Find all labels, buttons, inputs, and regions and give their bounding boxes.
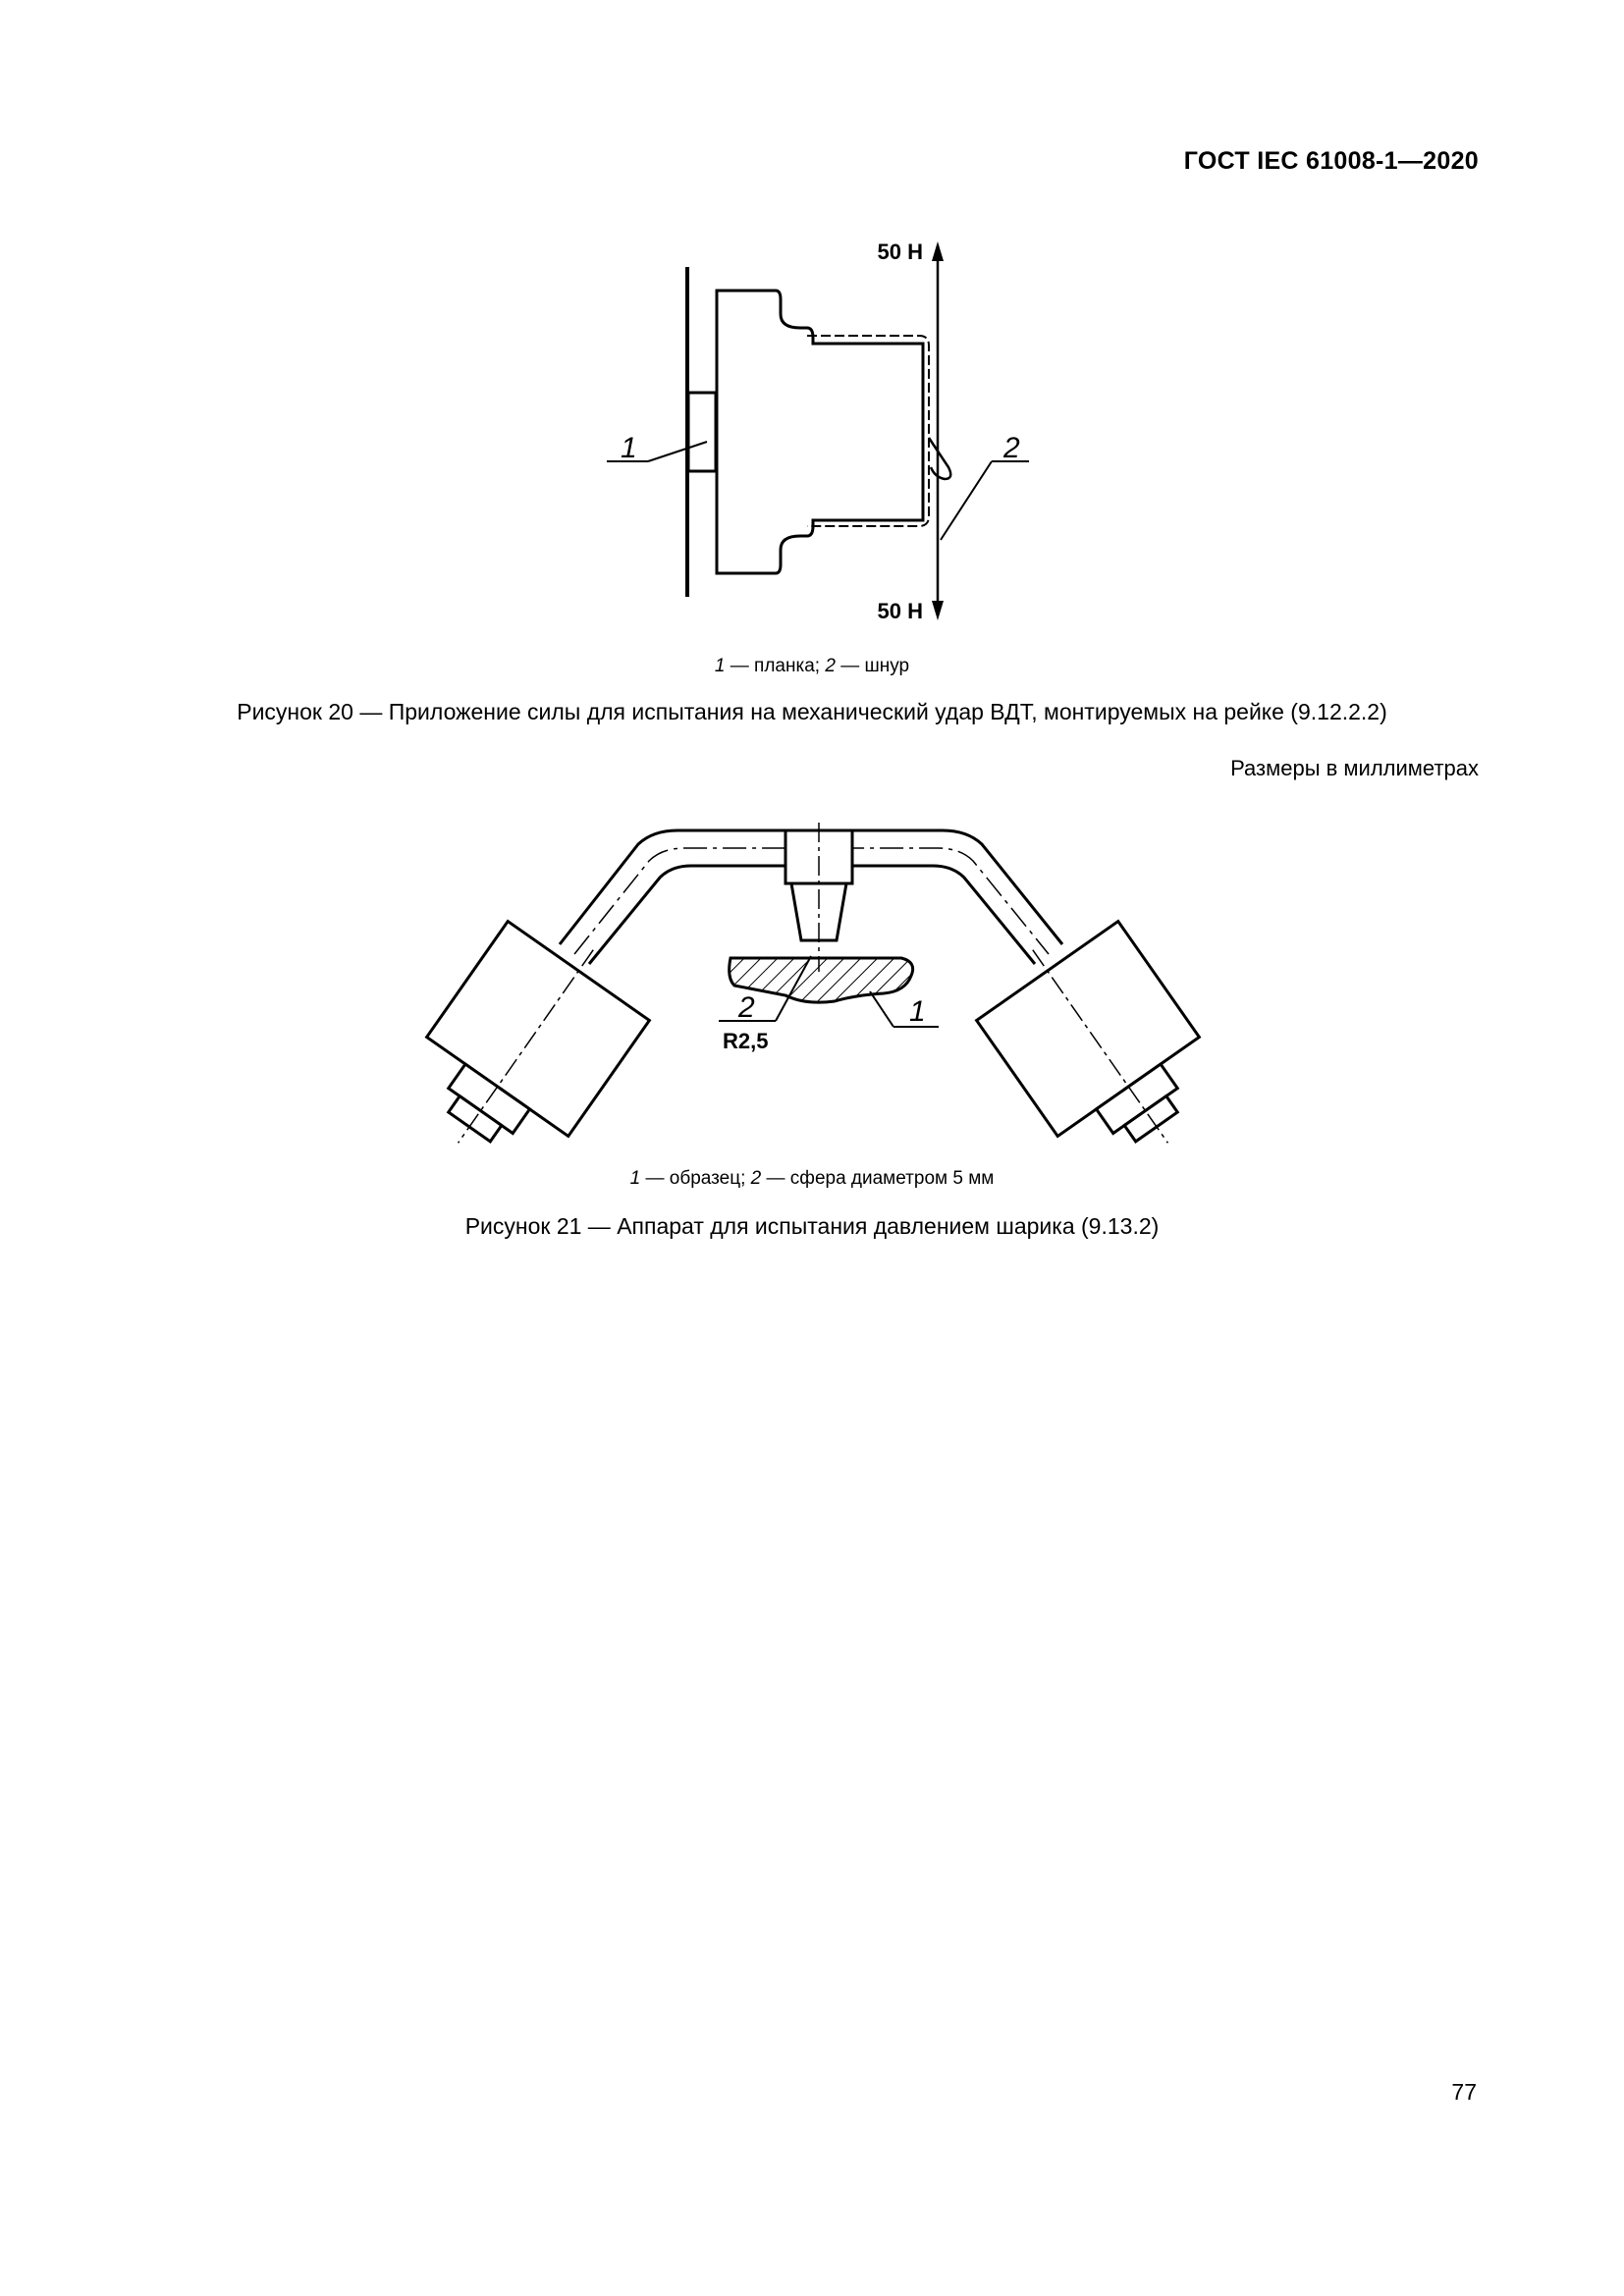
force-arrow-up	[932, 241, 944, 261]
callout-21-2-label: 2	[738, 991, 755, 1024]
device-body	[717, 291, 923, 573]
force-label-top: 50 Н	[877, 240, 923, 264]
figure-20-drawing	[0, 0, 1624, 648]
sample-shape	[730, 958, 913, 1002]
legend-20-t2: — шнур	[835, 656, 910, 676]
legend-21-n2: 2	[750, 1168, 762, 1189]
figure-20-caption: Рисунок 20 — Приложение силы для испытания на механический удар ВДТ, монтируемых на рейке (9.12.2.2)	[237, 699, 1387, 724]
page-header-standard-id: ГОСТ IEC 61008-1—2020	[1183, 147, 1479, 175]
cord-loop	[929, 438, 950, 479]
callout-21-1-label: 1	[909, 995, 926, 1028]
figure-20-legend	[0, 656, 1624, 677]
strip-rect	[688, 393, 716, 471]
dimensions-note: Размеры в миллиметрах	[1230, 756, 1479, 780]
callout-2-label: 2	[1003, 432, 1020, 464]
legend-21-n1: 1	[629, 1168, 641, 1189]
legend-21-t1: — образец;	[640, 1168, 751, 1189]
page-number: 77	[1451, 2079, 1477, 2105]
callout-1-label: 1	[621, 432, 637, 464]
legend-20-n1: 1	[714, 656, 726, 676]
figure-21-drawing	[0, 785, 1624, 1178]
figure-21-legend	[0, 1168, 1624, 1190]
legend-20-n2: 2	[825, 656, 836, 676]
left-weight	[387, 900, 664, 1193]
radius-label: R2,5	[723, 1029, 769, 1053]
legend-20-t1: — планка;	[725, 656, 826, 676]
force-label-bottom: 50 Н	[877, 599, 923, 623]
callout-21-1-leader	[870, 991, 893, 1027]
right-weight	[962, 900, 1239, 1193]
force-arrow-down	[932, 601, 944, 620]
legend-21-t2: — сфера диаметром 5 мм	[761, 1168, 995, 1189]
figure-21-caption: Рисунок 21 — Аппарат для испытания давлением шарика (9.13.2)	[464, 1213, 1160, 1239]
callout-2-leader	[941, 461, 992, 540]
